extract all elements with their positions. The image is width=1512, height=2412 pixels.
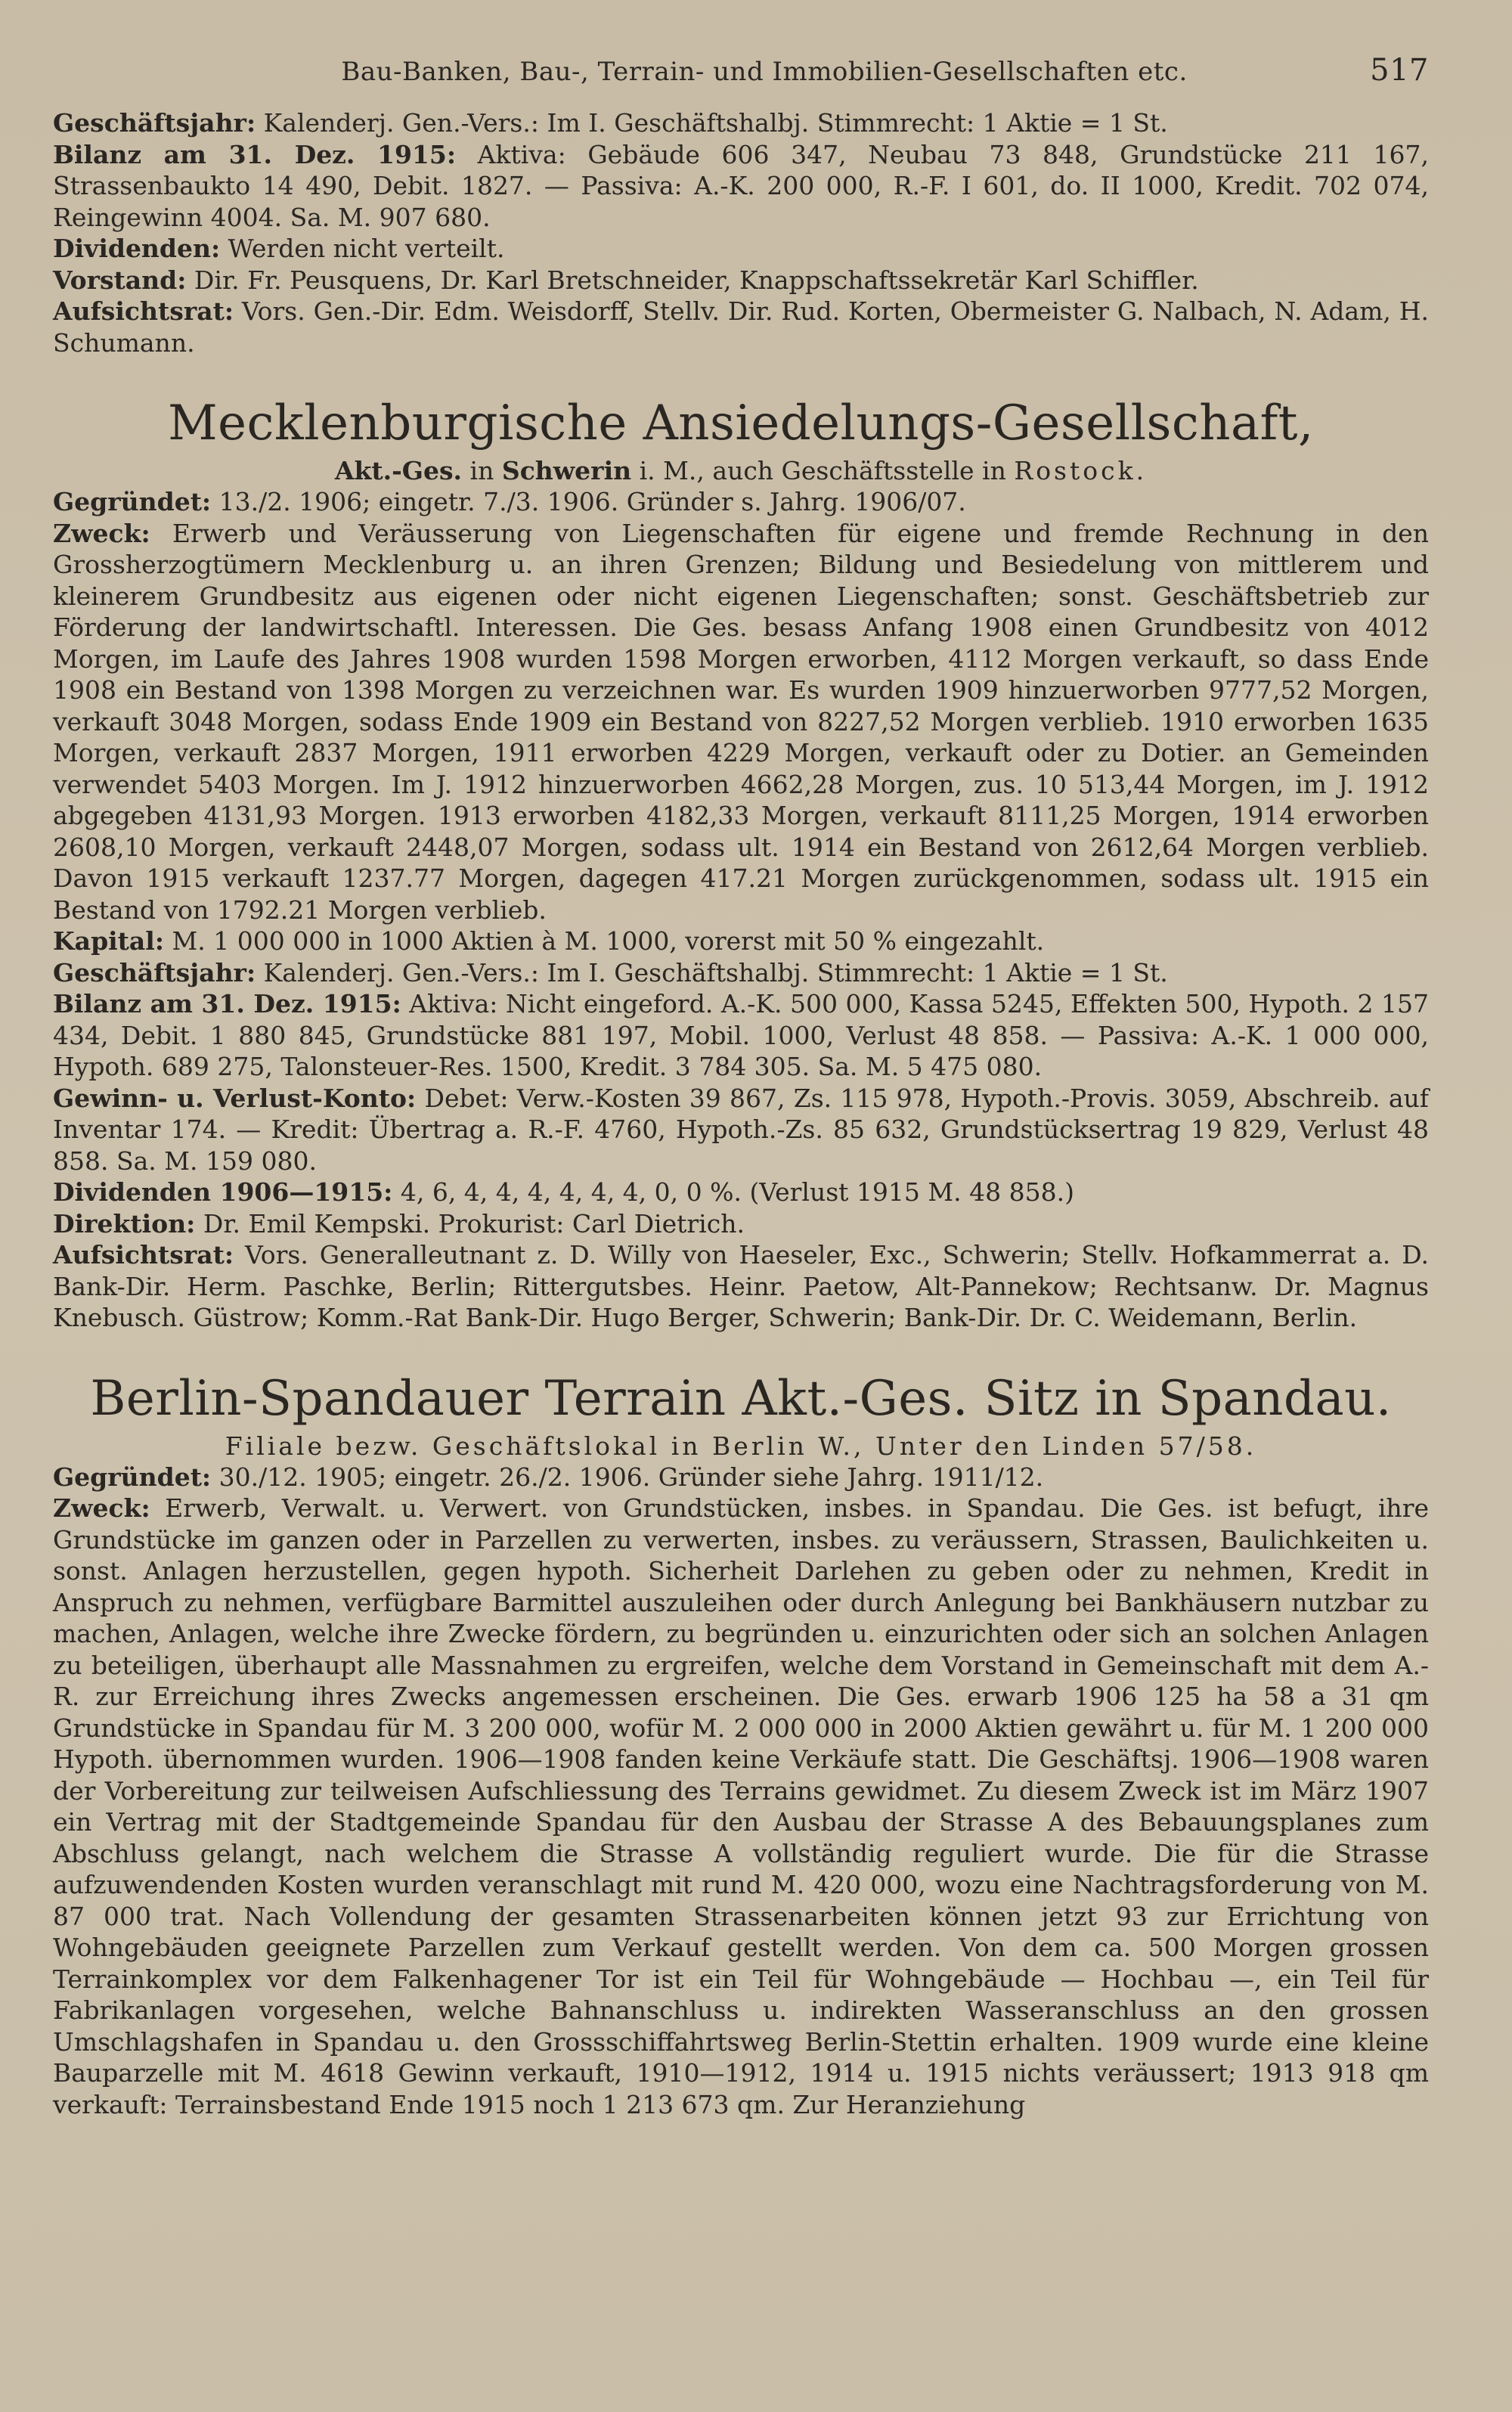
subtitle-city: Schwerin — [501, 456, 632, 485]
subtitle-rest: i. M., auch Geschäftsstelle in — [631, 456, 1015, 485]
entry-label: Vorstand: — [53, 265, 187, 295]
entry-line — [53, 107, 1429, 139]
entry-label: Gegründet: — [53, 487, 212, 516]
entry-line — [53, 518, 1429, 926]
entry-text: Debet: Verw.-Kosten 39 867, Zs. 115 978, Hypoth.-Provis. 3059, Abschreib. auf Inventar 174. — Kredit: Übertrag a. R.-F. 4760, Hypoth.-Zs. 85 632, Grundstücksertrag 19 829, Verlust 48 858. Sa. M. 159 080. — [53, 1083, 1429, 1176]
entry-label: Direktion: — [53, 1208, 196, 1239]
entry-text: Dir. Fr. Peusquens, Dr. Karl Bretschneider, Knappschaftssekretär Karl Schiffler. — [186, 265, 1199, 295]
entry-line — [53, 1208, 1429, 1240]
entry-label: Kapital: — [53, 926, 165, 956]
entry-line — [53, 1493, 1429, 2120]
entry-label: Zweck: — [53, 518, 150, 548]
company-title: Berlin-Spandauer Terrain Akt.-Ges. Sitz in Spandau. — [90, 1370, 1392, 1427]
spandau-entry — [53, 1370, 1429, 2121]
entry-label: Geschäftsjahr: — [53, 957, 256, 987]
company-subtitle — [53, 455, 1429, 486]
page-header — [53, 53, 1429, 107]
previous-company-entry — [53, 107, 1429, 358]
company-title: Mecklenburgische Ansiedelungs-Gesellschaft, — [168, 395, 1314, 451]
entry-line — [53, 1239, 1429, 1334]
entry-label: Dividenden 1906—1915: — [53, 1177, 393, 1207]
entry-line — [53, 296, 1429, 358]
subtitle-connector: in — [462, 456, 502, 485]
entry-line — [53, 233, 1429, 265]
mecklenburg-entry — [53, 395, 1429, 1334]
entry-text: Dr. Emil Kempski. Prokurist: Carl Dietrich. — [195, 1208, 745, 1239]
entry-line — [53, 1462, 1429, 1493]
running-title: Bau-Banken, Bau-, Terrain- und Immobilien-Gesellschaften etc. — [341, 57, 1188, 87]
entry-line — [53, 139, 1429, 234]
entry-text: 13./2. 1906; eingetr. 7./3. 1906. Gründer s. Jahrg. 1906/07. — [211, 487, 966, 516]
entry-text: Kalenderj. Gen.-Vers.: Im I. Geschäftshalbj. Stimmrecht: 1 Aktie = 1 St. — [256, 957, 1168, 987]
entry-line — [53, 988, 1429, 1083]
entry-label: Zweck: — [53, 1493, 150, 1523]
entry-text: Vors. Generalleutnant z. D. Willy von Haeseler, Exc., Schwerin; Stellv. Hofkammerrat a. D. Bank-Dir. Herm. Paschke, Berlin; Rittergutsbes. Heinr. Paetow, Alt-Pannekow; Rechtsanw. Dr. Magnus Knebusch. Güstrow; Komm.-Rat Bank-Dir. Hugo Berger, Schwerin; Bank-Dir. Dr. C. Weidemann, Berlin. — [53, 1240, 1429, 1332]
entry-text: Aktiva: Nicht eingeford. A.-K. 500 000, Kassa 5245, Effekten 500, Hypoth. 2 157 434, Debit. 1 880 845, Grundstücke 881 197, Mobil. 1000, Verlust 48 858. — Passiva: A.-K. 1 000 000, Hypoth. 689 275, Talonsteuer-Res. 1500, Kredit. 3 784 305. Sa. M. 5 475 080. — [53, 989, 1429, 1081]
company-subtitle: Filiale bezw. Geschäftslokal in Berlin W., Unter den Linden 57/58. — [225, 1431, 1257, 1461]
entry-text: Vors. Gen.-Dir. Edm. Weisdorff, Stellv. Dir. Rud. Korten, Obermeister G. Nalbach, N. Adam, H. Schumann. — [53, 296, 1429, 358]
subtitle-city-2: Rostock. — [1014, 456, 1148, 485]
entry-text: 30./12. 1905; eingetr. 26./2. 1906. Gründer siehe Jahrg. 1911/12. — [211, 1462, 1044, 1492]
entry-text: Kalenderj. Gen.-Vers.: Im I. Geschäftshalbj. Stimmrecht: 1 Aktie = 1 St. — [256, 108, 1168, 138]
entry-text: M. 1 000 000 in 1000 Aktien à M. 1000, vorerst mit 50 % eingezahlt. — [164, 926, 1045, 956]
entry-label: Gegründet: — [53, 1462, 212, 1492]
entry-line — [53, 1177, 1429, 1208]
entry-label: Bilanz am 31. Dez. 1915: — [53, 989, 401, 1018]
entry-text: Aktiva: Gebäude 606 347, Neubau 73 848, Grundstücke 211 167, Strassenbaukto 14 490, Debit. 1827. — Passiva: A.-K. 200 000, R.-F. I 601, do. II 1000, Kredit. 702 074, Reingewinn 4004. Sa. M. 907 680. — [53, 139, 1429, 232]
entry-label: Gewinn- u. Verlust-Konto: — [53, 1083, 417, 1113]
entry-label: Bilanz am 31. Dez. 1915: — [53, 139, 457, 169]
entry-line — [53, 925, 1429, 957]
entry-line — [53, 265, 1429, 296]
entry-line — [53, 1083, 1429, 1177]
entry-label: Aufsichtsrat: — [53, 296, 234, 326]
entry-text: Werden nicht verteilt. — [220, 234, 505, 263]
entry-text: Erwerb, Verwalt. u. Verwert. von Grundstücken, insbes. in Spandau. Die Ges. ist befugt, ihre Grundstücke im ganzen oder in Parzellen zu verwerten, insbes. zu veräussern, Strassen, Baulichkeiten u. sonst. Anlagen herzustellen, gegen hypoth. Sicherheit Darlehen zu geben oder zu nehmen, Kredit in Anspruch zu nehmen, verfügbare Barmittel auszuleihen oder durch Anlegung bei Bankhäusern nutzbar zu machen, Anlagen, welche ihre Zwecke fördern, zu begründen u. einzurichten oder sich an solchen Anlagen zu beteiligen, überhaupt alle Massnahmen zu ergreifen, welche dem Vorstand in Gemeinschaft mit dem A.-R. zur Erreichung ihres Zwecks angemessen erscheinen. Die Ges. erwarb 1906 125 ha 58 a 31 qm Grundstücke in Spandau für M. 3 200 000, wofür M. 2 000 000 in 2000 Aktien gewährt u. für M. 1 200 000 Hypoth. übernommen wurden. 1906—1908 fanden keine Verkäufe statt. Die Geschäftsj. 1906—1908 waren der Vorbereitung zur teilweisen Aufschliessung des Terrains gewidmet. Zu diesem Zweck ist im März 1907 ein Vertrag mit der Stadtgemeinde Spandau für den Ausbau der Strasse A des Bebauungsplanes zum Abschluss gelangt, nach welchem die Strasse A vollständig reguliert wurde. Die für die Strasse aufzuwendenden Kosten wurden veranschlagt mit rund M. 420 000, wozu eine Nachtragsforderung von M. 87 000 trat. Nach Vollendung der gesamten Strassenarbeiten können jetzt 93 zur Errichtung von Wohngebäuden geeignete Parzellen zum Verkauf gestellt werden. Von dem ca. 500 Morgen grossen Terrainkomplex vor dem Falkenhagener Tor ist ein Teil für Wohngebäude — Hochbau —, ein Teil für Fabrikanlagen vorgesehen, welche Bahnanschluss u. indirekten Wasseranschluss an den grossen Umschlagshafen in Spandau u. den Grossschiffahrtsweg Berlin-Stettin erhalten. 1909 wurde eine kleine Bauparzelle mit M. 4618 Gewinn verkauft, 1910—1912, 1914 u. 1915 nichts veräussert; 1913 918 qm verkauft: Terrainsbestand Ende 1915 noch 1 213 673 qm. Zur Heranziehung — [53, 1493, 1429, 2119]
entry-text: Erwerb und Veräusserung von Liegenschaften für eigene und fremde Rechnung in den Grossherzogtümern Mecklenburg u. an ihren Grenzen; Bildung und Besiedelung von mittlerem und kleinerem Grundbesitz aus eigenen oder nicht eigenen Liegenschaften; sonst. Geschäftsbetrieb zur Förderung der landwirtschaftl. Interessen. Die Ges. besass Anfang 1908 einen Grundbesitz von 4012 Morgen, im Laufe des Jahres 1908 wurden 1598 Morgen erworben, 4112 Morgen verkauft, so dass Ende 1908 ein Bestand von 1398 Morgen zu verzeichnen war. Es wurden 1909 hinzuerworben 9777,52 Morgen, verkauft 3048 Morgen, sodass Ende 1909 ein Bestand von 8227,52 Morgen verblieb. 1910 erworben 1635 Morgen, verkauft 2837 Morgen, 1911 erworben 4229 Morgen, verkauft oder zu Dotier. an Gemeinden verwendet 5403 Morgen. Im J. 1912 hinzuerworben 4662,28 Morgen, zus. 10 513,44 Morgen, im J. 1912 abgegeben 4131,93 Morgen. 1913 erworben 4182,33 Morgen, verkauft 8111,25 Morgen, 1914 erworben 2608,10 Morgen, verkauft 2448,07 Morgen, sodass ult. 1914 ein Bestand von 2612,64 Morgen verblieb. Davon 1915 verkauft 1237.77 Morgen, dagegen 417.21 Morgen zurückgenommen, sodass ult. 1915 ein Bestand von 1792.21 Morgen verblieb. — [53, 518, 1429, 925]
page-number: 517 — [1370, 53, 1429, 88]
entry-label: Dividenden: — [53, 234, 221, 263]
entry-label: Aufsichtsrat: — [53, 1240, 234, 1270]
subtitle-legal-form: Akt.-Ges. — [334, 456, 463, 485]
entry-label: Geschäftsjahr: — [53, 108, 256, 138]
entry-line — [53, 486, 1429, 518]
entry-line — [53, 957, 1429, 989]
entry-text: 4, 6, 4, 4, 4, 4, 4, 4, 0, 0 %. (Verlust 1915 M. 48 858.) — [392, 1177, 1074, 1207]
